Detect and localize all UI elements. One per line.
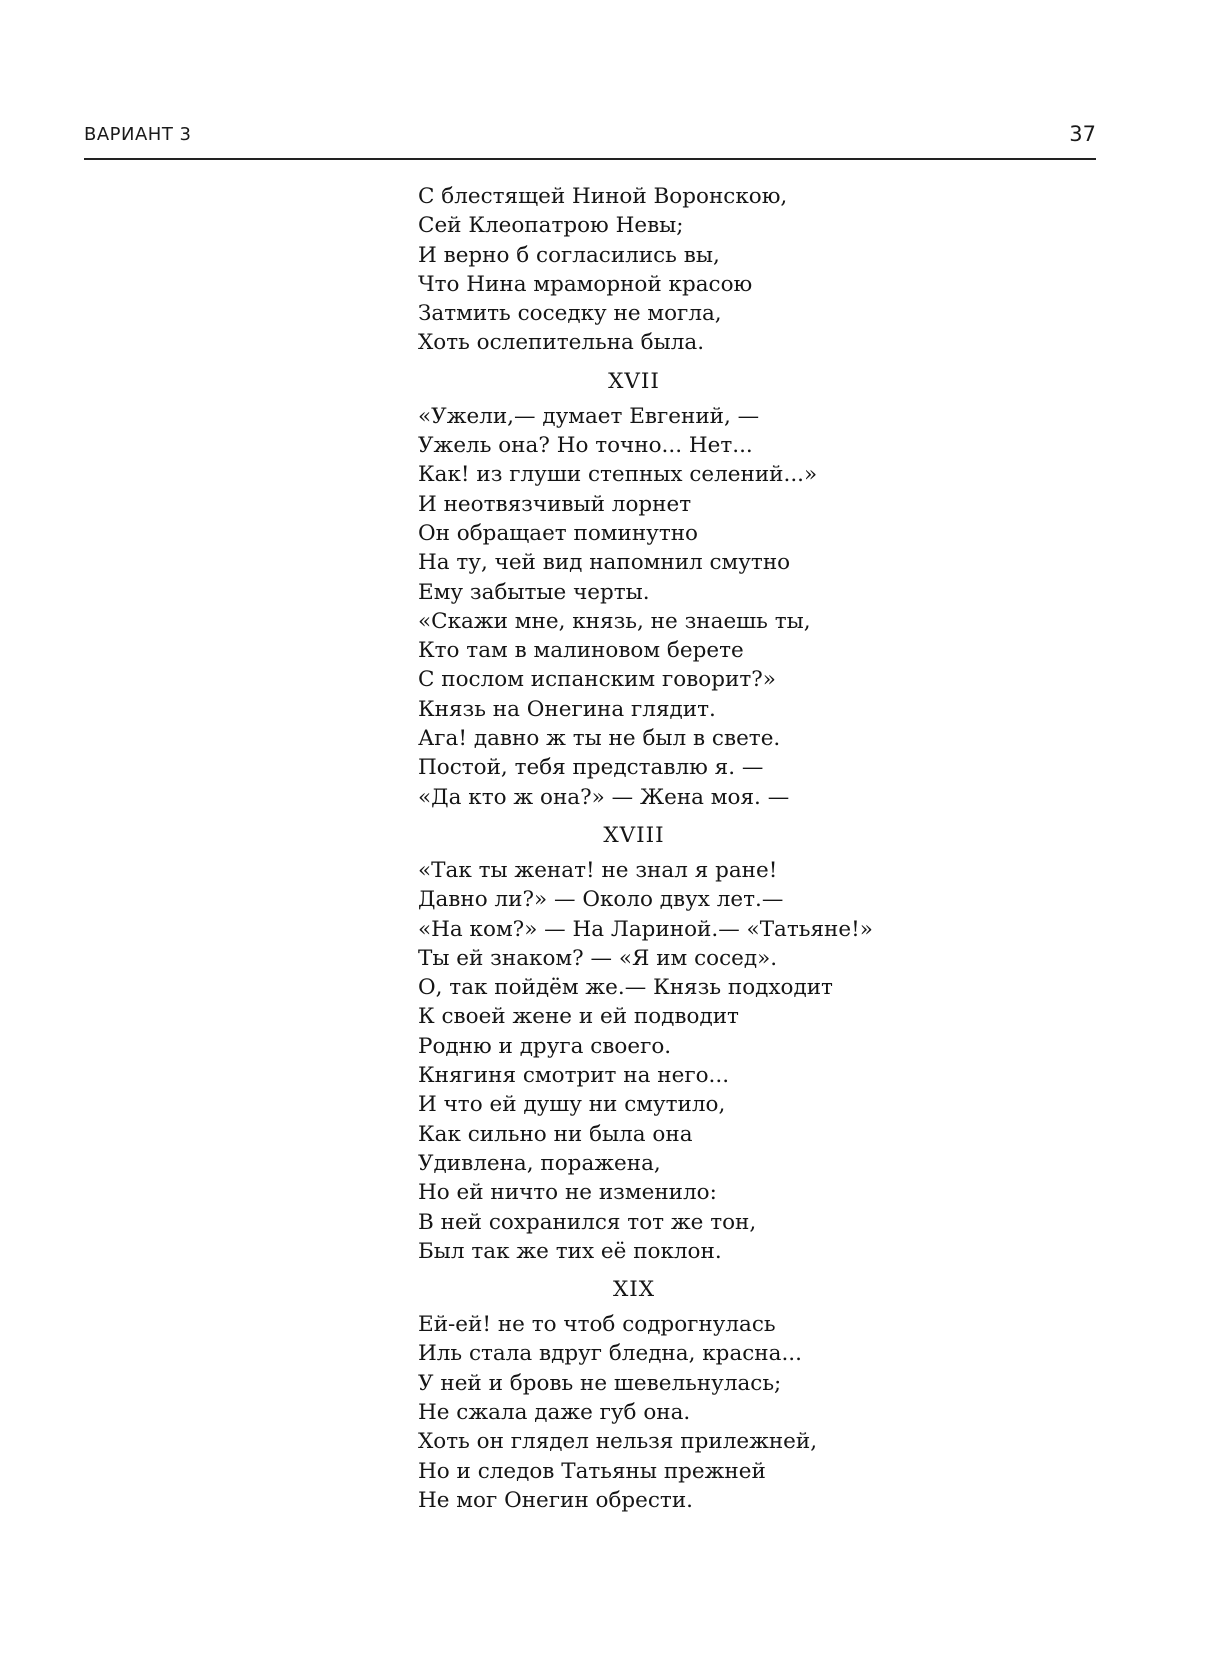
poem-line: Не мог Онегин обрести. — [418, 1487, 693, 1513]
poem-line: С блестящей Ниной Воронскою, — [418, 184, 788, 209]
stanza-number: XVII — [608, 368, 660, 394]
poem-line: Хоть ослепительна была. — [418, 330, 705, 356]
poem-line: Что Нина мраморной красою — [418, 271, 753, 297]
poem-line: Удивлена, поражена, — [418, 1150, 661, 1176]
stanza-xix — [418, 1272, 1058, 1515]
poem-line: «Да кто ж она?» — Жена моя. — — [418, 784, 790, 810]
poem-line: И что ей душу ни смутило, — [418, 1092, 726, 1118]
poem-line: Он обращает поминутно — [418, 520, 698, 546]
opening-lines — [418, 182, 1058, 358]
poem-line: Ты ей знаком? — «Я им сосед». — [418, 945, 778, 971]
stanza-number: XVIII — [603, 822, 665, 848]
poem-line: «Скажи мне, князь, не знаешь ты, — [418, 608, 811, 634]
poem-line: У ней и бровь не шевельнулась; — [418, 1370, 782, 1396]
poem-line: «Так ты женат! не знал я ране! — [418, 857, 778, 883]
poem-line: Постой, тебя представлю я. — — [418, 755, 764, 781]
poem-line: Не сжала даже губ она. — [418, 1399, 691, 1425]
poem-line: Родню и друга своего. — [418, 1033, 672, 1059]
poem-line: Хоть он глядел нельзя прилежней, — [418, 1429, 818, 1455]
poem-line: К своей жене и ей подводит — [418, 1004, 739, 1030]
poem-line: Затмить соседку не могла, — [418, 301, 722, 327]
poem-line: О, так пойдём же.— Князь подходит — [418, 975, 833, 1001]
poem-line: И верно б согласились вы, — [418, 242, 720, 268]
page-number: 37 — [1069, 122, 1096, 146]
stanza-number: XIX — [612, 1277, 656, 1303]
poem-line: Ей-ей! не то чтоб содрогнулась — [418, 1312, 776, 1338]
poem-line: Как! из глуши степных селений...» — [418, 462, 818, 488]
running-header — [84, 124, 1096, 160]
poem-line: Как сильно ни была она — [418, 1121, 693, 1147]
poem-line: «На ком?» — На Лариной.— «Татьяне!» — [418, 916, 873, 942]
poem-line: И неотвязчивый лорнет — [418, 491, 692, 517]
poem-line: На ту, чей вид напомнил смутно — [418, 550, 791, 576]
stanza-xviii — [418, 818, 1058, 1266]
poem-line: Ужель она? Но точно... Нет... — [418, 433, 753, 459]
poem-line: Был так же тих её поклон. — [418, 1238, 722, 1264]
poem-line: Княгиня смотрит на него... — [418, 1063, 730, 1089]
poem-line: Князь на Онегина глядит. — [418, 696, 716, 722]
variant-label: ВАРИАНТ 3 — [84, 124, 192, 145]
poem-line: «Ужели,— думает Евгений, — — [418, 403, 760, 429]
stanza-xvii — [418, 364, 1058, 812]
poem-text — [418, 182, 1058, 1515]
poem-line: Ему забытые черты. — [418, 579, 650, 605]
poem-line: Давно ли?» — Около двух лет.— — [418, 887, 784, 913]
poem-line: Кто там в малиновом берете — [418, 638, 744, 664]
poem-line: Иль стала вдруг бледна, красна... — [418, 1341, 802, 1367]
poem-line: В ней сохранился тот же тон, — [418, 1209, 757, 1235]
poem-line: Но ей ничто не изменило: — [418, 1180, 717, 1206]
poem-line: Но и следов Татьяны прежней — [418, 1458, 766, 1484]
poem-line: Ага! давно ж ты не был в свете. — [418, 726, 781, 752]
poem-line: С послом испанским говорит?» — [418, 667, 776, 693]
poem-line: Сей Клеопатрою Невы; — [418, 213, 684, 239]
